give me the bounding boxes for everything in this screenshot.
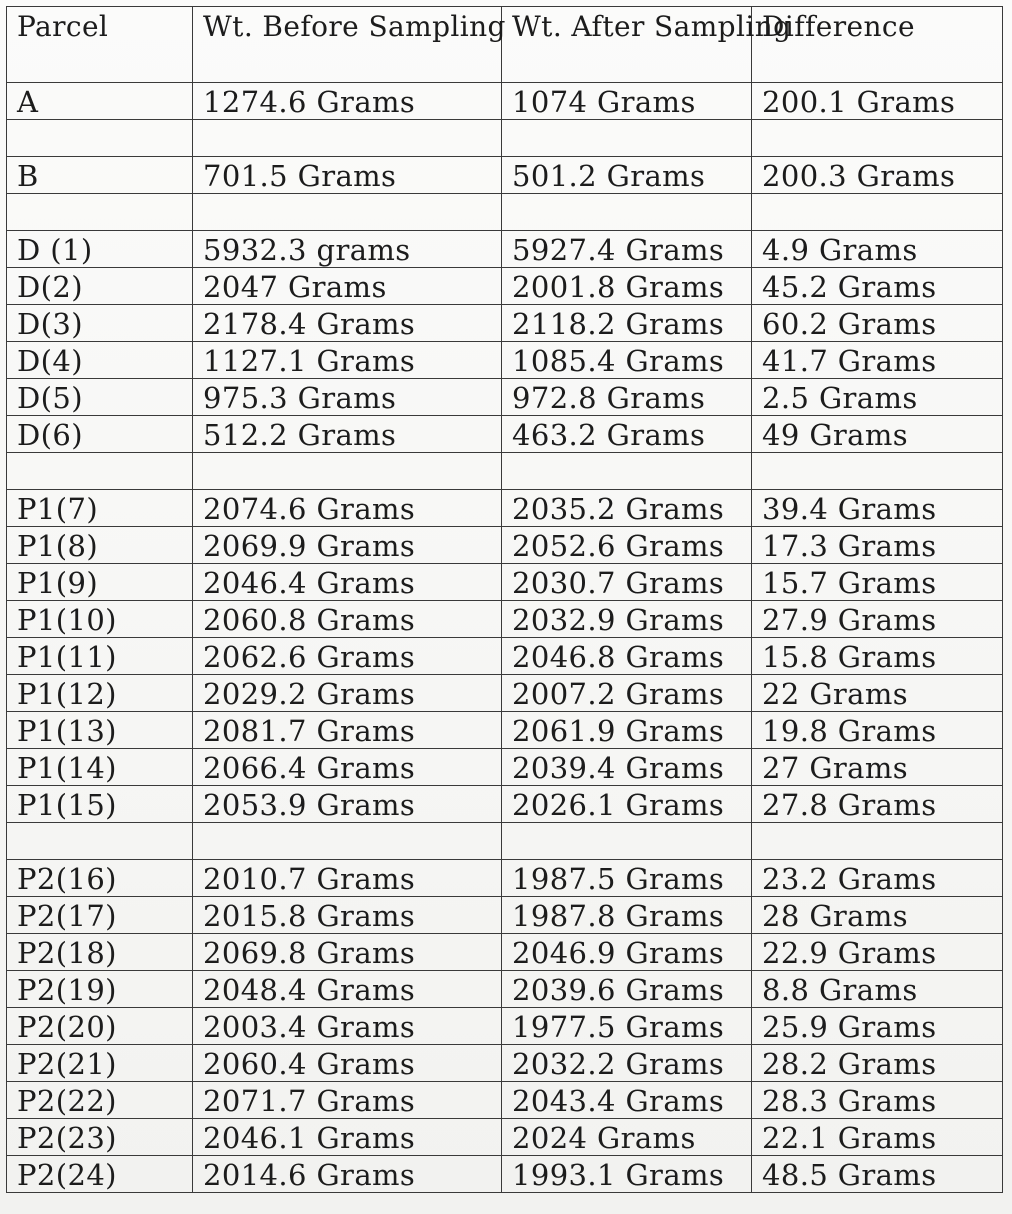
- wt-after-cell: 2035.2 Grams: [502, 490, 752, 527]
- parcel-cell: [7, 453, 193, 490]
- wt-before-cell: 2029.2 Grams: [193, 675, 502, 712]
- parcel-cell: [7, 120, 193, 157]
- wt-after-cell: 2024 Grams: [502, 1119, 752, 1156]
- parcel-cell: P2(23): [7, 1119, 193, 1156]
- wt-after-cell: 2007.2 Grams: [502, 675, 752, 712]
- wt-before-cell: 2071.7 Grams: [193, 1082, 502, 1119]
- wt-before-cell: 2003.4 Grams: [193, 1008, 502, 1045]
- wt-after-cell: 1085.4 Grams: [502, 342, 752, 379]
- wt-before-cell: 512.2 Grams: [193, 416, 502, 453]
- table-row: [7, 601, 1003, 638]
- wt-before-cell: 975.3 Grams: [193, 379, 502, 416]
- difference-cell: 41.7 Grams: [752, 342, 1003, 379]
- wt-after-cell: [502, 120, 752, 157]
- difference-cell: 60.2 Grams: [752, 305, 1003, 342]
- header-difference: Difference: [752, 7, 1003, 83]
- wt-after-cell: 2026.1 Grams: [502, 786, 752, 823]
- wt-after-cell: 2039.4 Grams: [502, 749, 752, 786]
- wt-after-cell: 972.8 Grams: [502, 379, 752, 416]
- wt-before-cell: [193, 453, 502, 490]
- table-row: [7, 749, 1003, 786]
- difference-cell: 200.3 Grams: [752, 157, 1003, 194]
- table-row: [7, 675, 1003, 712]
- table-row: [7, 1156, 1003, 1193]
- difference-cell: 22 Grams: [752, 675, 1003, 712]
- wt-before-cell: 2048.4 Grams: [193, 971, 502, 1008]
- table-row: [7, 379, 1003, 416]
- wt-after-cell: 2032.9 Grams: [502, 601, 752, 638]
- table-row: [7, 305, 1003, 342]
- table-row: [7, 712, 1003, 749]
- wt-before-cell: 2053.9 Grams: [193, 786, 502, 823]
- difference-cell: 27.9 Grams: [752, 601, 1003, 638]
- parcel-cell: [7, 194, 193, 231]
- table-spacer-row: [7, 823, 1003, 860]
- table-row: [7, 416, 1003, 453]
- wt-before-cell: 2178.4 Grams: [193, 305, 502, 342]
- parcel-cell: P1(15): [7, 786, 193, 823]
- table-row: [7, 934, 1003, 971]
- parcel-cell: P2(18): [7, 934, 193, 971]
- difference-cell: 17.3 Grams: [752, 527, 1003, 564]
- wt-before-cell: 2015.8 Grams: [193, 897, 502, 934]
- wt-after-cell: 1074 Grams: [502, 83, 752, 120]
- table-body: [7, 83, 1003, 1193]
- wt-after-cell: 2039.6 Grams: [502, 971, 752, 1008]
- parcel-cell: D(3): [7, 305, 193, 342]
- difference-cell: 49 Grams: [752, 416, 1003, 453]
- wt-after-cell: [502, 823, 752, 860]
- parcel-cell: P2(20): [7, 1008, 193, 1045]
- difference-cell: 200.1 Grams: [752, 83, 1003, 120]
- difference-cell: 22.1 Grams: [752, 1119, 1003, 1156]
- wt-after-cell: 1987.8 Grams: [502, 897, 752, 934]
- difference-cell: [752, 194, 1003, 231]
- difference-cell: 23.2 Grams: [752, 860, 1003, 897]
- parcel-cell: D(2): [7, 268, 193, 305]
- difference-cell: 15.8 Grams: [752, 638, 1003, 675]
- table-spacer-row: [7, 120, 1003, 157]
- wt-after-cell: 2046.9 Grams: [502, 934, 752, 971]
- wt-after-cell: 2046.8 Grams: [502, 638, 752, 675]
- parcel-cell: P1(14): [7, 749, 193, 786]
- wt-after-cell: 2118.2 Grams: [502, 305, 752, 342]
- wt-before-cell: 1274.6 Grams: [193, 83, 502, 120]
- wt-after-cell: 2043.4 Grams: [502, 1082, 752, 1119]
- wt-before-cell: 2069.9 Grams: [193, 527, 502, 564]
- parcel-cell: A: [7, 83, 193, 120]
- wt-after-cell: 2032.2 Grams: [502, 1045, 752, 1082]
- difference-cell: 19.8 Grams: [752, 712, 1003, 749]
- header-wt-after-sampling: Wt. After Sampling: [502, 7, 752, 83]
- wt-before-cell: [193, 194, 502, 231]
- difference-cell: 25.9 Grams: [752, 1008, 1003, 1045]
- difference-cell: [752, 120, 1003, 157]
- table-row: [7, 1082, 1003, 1119]
- table-row: [7, 971, 1003, 1008]
- wt-before-cell: 2062.6 Grams: [193, 638, 502, 675]
- wt-after-cell: 2030.7 Grams: [502, 564, 752, 601]
- wt-before-cell: 2060.4 Grams: [193, 1045, 502, 1082]
- wt-after-cell: 501.2 Grams: [502, 157, 752, 194]
- wt-before-cell: 2066.4 Grams: [193, 749, 502, 786]
- wt-before-cell: 2046.1 Grams: [193, 1119, 502, 1156]
- wt-after-cell: 463.2 Grams: [502, 416, 752, 453]
- wt-after-cell: 1987.5 Grams: [502, 860, 752, 897]
- table-row: [7, 1045, 1003, 1082]
- wt-after-cell: [502, 453, 752, 490]
- table-spacer-row: [7, 453, 1003, 490]
- table-row: [7, 786, 1003, 823]
- difference-cell: 27 Grams: [752, 749, 1003, 786]
- difference-cell: 2.5 Grams: [752, 379, 1003, 416]
- difference-cell: 27.8 Grams: [752, 786, 1003, 823]
- wt-before-cell: 2060.8 Grams: [193, 601, 502, 638]
- parcel-cell: P1(7): [7, 490, 193, 527]
- wt-before-cell: 1127.1 Grams: [193, 342, 502, 379]
- parcel-cell: P2(19): [7, 971, 193, 1008]
- table-row: [7, 1119, 1003, 1156]
- parcel-cell: P1(10): [7, 601, 193, 638]
- table-row: [7, 527, 1003, 564]
- difference-cell: 15.7 Grams: [752, 564, 1003, 601]
- table-row: [7, 897, 1003, 934]
- header-parcel: Parcel: [7, 7, 193, 83]
- parcel-cell: P2(17): [7, 897, 193, 934]
- wt-before-cell: [193, 823, 502, 860]
- wt-before-cell: 2069.8 Grams: [193, 934, 502, 971]
- table-header-row: [7, 7, 1003, 83]
- difference-cell: 39.4 Grams: [752, 490, 1003, 527]
- wt-after-cell: [502, 194, 752, 231]
- wt-after-cell: 2061.9 Grams: [502, 712, 752, 749]
- parcel-cell: P1(11): [7, 638, 193, 675]
- table-row: [7, 342, 1003, 379]
- wt-before-cell: 2074.6 Grams: [193, 490, 502, 527]
- table-row: [7, 1008, 1003, 1045]
- table-spacer-row: [7, 194, 1003, 231]
- parcel-cell: P2(24): [7, 1156, 193, 1193]
- difference-cell: 8.8 Grams: [752, 971, 1003, 1008]
- wt-before-cell: 5932.3 grams: [193, 231, 502, 268]
- parcel-weights-table: [6, 6, 1003, 1193]
- parcel-cell: P1(12): [7, 675, 193, 712]
- wt-after-cell: 5927.4 Grams: [502, 231, 752, 268]
- parcel-cell: P2(22): [7, 1082, 193, 1119]
- parcel-cell: P1(13): [7, 712, 193, 749]
- wt-before-cell: 701.5 Grams: [193, 157, 502, 194]
- difference-cell: 28 Grams: [752, 897, 1003, 934]
- wt-after-cell: 1993.1 Grams: [502, 1156, 752, 1193]
- table-row: [7, 638, 1003, 675]
- difference-cell: 4.9 Grams: [752, 231, 1003, 268]
- parcel-cell: B: [7, 157, 193, 194]
- wt-before-cell: 2010.7 Grams: [193, 860, 502, 897]
- difference-cell: 45.2 Grams: [752, 268, 1003, 305]
- wt-before-cell: 2081.7 Grams: [193, 712, 502, 749]
- header-wt-before-sampling: Wt. Before Sampling: [193, 7, 502, 83]
- table-row: [7, 490, 1003, 527]
- table-row: [7, 231, 1003, 268]
- parcel-cell: P1(9): [7, 564, 193, 601]
- parcel-cell: D(5): [7, 379, 193, 416]
- wt-before-cell: 2047 Grams: [193, 268, 502, 305]
- difference-cell: [752, 453, 1003, 490]
- difference-cell: 28.3 Grams: [752, 1082, 1003, 1119]
- table-row: [7, 157, 1003, 194]
- wt-after-cell: 2052.6 Grams: [502, 527, 752, 564]
- parcel-cell: [7, 823, 193, 860]
- wt-before-cell: [193, 120, 502, 157]
- document-page: [6, 6, 1002, 1193]
- parcel-cell: D(6): [7, 416, 193, 453]
- parcel-cell: D (1): [7, 231, 193, 268]
- wt-before-cell: 2046.4 Grams: [193, 564, 502, 601]
- table-row: [7, 83, 1003, 120]
- difference-cell: 28.2 Grams: [752, 1045, 1003, 1082]
- table-row: [7, 564, 1003, 601]
- table-row: [7, 860, 1003, 897]
- wt-before-cell: 2014.6 Grams: [193, 1156, 502, 1193]
- parcel-cell: P2(21): [7, 1045, 193, 1082]
- parcel-cell: P2(16): [7, 860, 193, 897]
- difference-cell: 22.9 Grams: [752, 934, 1003, 971]
- difference-cell: 48.5 Grams: [752, 1156, 1003, 1193]
- table-row: [7, 268, 1003, 305]
- parcel-cell: D(4): [7, 342, 193, 379]
- wt-after-cell: 2001.8 Grams: [502, 268, 752, 305]
- wt-after-cell: 1977.5 Grams: [502, 1008, 752, 1045]
- difference-cell: [752, 823, 1003, 860]
- parcel-cell: P1(8): [7, 527, 193, 564]
